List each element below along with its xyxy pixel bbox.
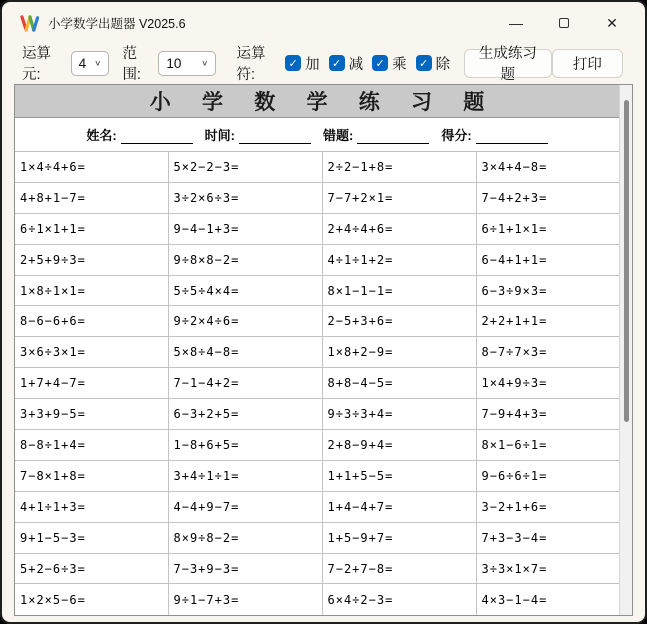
worksheet-row <box>15 337 619 368</box>
problem-cell: 3×6÷3×1= <box>15 337 168 368</box>
problem-cell: 6−3+2+5= <box>168 399 322 430</box>
operator-label: 减 <box>348 56 364 73</box>
blank-underline <box>476 131 548 144</box>
problem-cell: 2+5+9÷3= <box>15 244 168 275</box>
info-field-label: 得分: <box>441 128 472 143</box>
info-field-label: 错题: <box>323 128 354 143</box>
worksheet-row <box>15 399 619 430</box>
problem-cell: 6÷1+1×1= <box>476 213 619 244</box>
problem-cell: 3+3+9−5= <box>15 399 168 430</box>
range-label: 范围: <box>122 46 141 83</box>
problem-cell: 2+4÷4+6= <box>322 213 476 244</box>
minimize-icon[interactable]: — <box>509 15 523 31</box>
chevron-down-icon: ∨ <box>201 58 209 68</box>
worksheet-row <box>15 460 619 491</box>
problem-cell: 9÷2×4÷6= <box>168 306 322 337</box>
checkbox-checked-icon[interactable]: ✓ <box>329 55 345 71</box>
info-field <box>205 125 311 144</box>
worksheet-panel <box>14 84 633 616</box>
checkbox-checked-icon[interactable]: ✓ <box>416 55 432 71</box>
problems-table <box>15 151 619 615</box>
operand-count-label: 运算元: <box>22 46 51 83</box>
app-logo-icon <box>20 15 39 32</box>
problem-cell: 6×4÷2−3= <box>322 584 476 615</box>
scrollbar-thumb[interactable] <box>624 100 629 422</box>
problem-cell: 8×9÷8−2= <box>168 522 322 553</box>
worksheet-row <box>15 430 619 461</box>
blank-underline <box>121 131 193 144</box>
problem-cell: 1+7+4−7= <box>15 368 168 399</box>
problem-cell: 1×2×5−6= <box>15 584 168 615</box>
problem-cell: 7−9+4+3= <box>476 399 619 430</box>
checkbox-checked-icon[interactable]: ✓ <box>285 55 301 71</box>
info-field-label: 时间: <box>204 128 235 143</box>
operator-label: 加 <box>305 56 320 73</box>
worksheet-row <box>15 244 619 275</box>
worksheet-row <box>15 275 619 306</box>
worksheet-row <box>15 182 619 213</box>
worksheet-row <box>15 368 619 399</box>
problem-cell: 8−6−6+6= <box>15 306 168 337</box>
problem-cell: 7−3+9−3= <box>168 553 322 584</box>
range-select[interactable] <box>158 51 216 76</box>
problem-cell: 1×4+9÷3= <box>476 368 619 399</box>
operator-label: 乘 <box>392 56 407 73</box>
problem-cell: 9÷1−7+3= <box>168 584 322 615</box>
checkbox-checked-icon[interactable]: ✓ <box>372 55 388 71</box>
problem-cell: 4×3−1−4= <box>476 584 619 615</box>
problem-cell: 1+5−9+7= <box>322 522 476 553</box>
problem-cell: 7−2+7−8= <box>322 553 476 584</box>
problem-cell: 5÷5÷4×4= <box>168 275 322 306</box>
problem-cell: 3−2+1+6= <box>476 491 619 522</box>
problem-cell: 1×4÷4+6= <box>15 152 168 183</box>
problem-cell: 2+8−9+4= <box>322 430 476 461</box>
operators-label: 运算符: <box>236 46 266 83</box>
problem-cell: 8×1−1−1= <box>322 275 476 306</box>
problem-cell: 3+4÷1÷1= <box>168 460 322 491</box>
operand-count-value: 4 <box>78 55 87 71</box>
worksheet-row <box>15 553 619 584</box>
worksheet-row <box>15 306 619 337</box>
operator-checkbox-减[interactable] <box>329 53 364 74</box>
window-title: 小学数学出题器 V2025.6 <box>48 17 186 31</box>
problem-cell: 1+4−4+7= <box>322 491 476 522</box>
maximize-icon[interactable] <box>555 14 573 32</box>
problem-cell: 9+1−5−3= <box>15 522 168 553</box>
generate-button[interactable]: 生成练习题 <box>464 49 552 78</box>
print-button[interactable]: 打印 <box>552 49 623 78</box>
blank-underline <box>239 131 311 144</box>
worksheet-content <box>15 85 619 615</box>
operator-checkbox-除[interactable] <box>416 53 451 74</box>
toolbar <box>2 44 645 82</box>
operand-count-select[interactable] <box>71 51 110 76</box>
problem-cell: 5×2−2−3= <box>168 152 322 183</box>
info-field <box>441 125 547 144</box>
worksheet-row <box>15 213 619 244</box>
problem-cell: 9−4−1+3= <box>168 213 322 244</box>
problem-cell: 8−8÷1+4= <box>15 430 168 461</box>
problem-cell: 7−8×1+8= <box>15 460 168 491</box>
worksheet-row <box>15 584 619 615</box>
operator-checkbox-加[interactable] <box>285 53 320 74</box>
problem-cell: 1×8÷1×1= <box>15 275 168 306</box>
problem-cell: 7−7+2×1= <box>322 182 476 213</box>
problem-cell: 3×4+4−8= <box>476 152 619 183</box>
title-bar <box>2 2 645 44</box>
problem-cell: 4+8+1−7= <box>15 182 168 213</box>
problem-cell: 9÷3÷3+4= <box>322 399 476 430</box>
problem-cell: 8−7÷7×3= <box>476 337 619 368</box>
problem-cell: 8+8−4−5= <box>322 368 476 399</box>
problem-cell: 5×8÷4−8= <box>168 337 322 368</box>
worksheet-row <box>15 152 619 183</box>
range-value: 10 <box>166 55 182 71</box>
window-controls <box>507 14 627 32</box>
problem-cell: 6÷1×1+1= <box>15 213 168 244</box>
problem-cell: 4−4+9−7= <box>168 491 322 522</box>
problem-cell: 4+1÷1+3= <box>15 491 168 522</box>
problem-cell: 6−4+1+1= <box>476 244 619 275</box>
problem-cell: 2−5+3+6= <box>322 306 476 337</box>
worksheet-row <box>15 491 619 522</box>
vertical-scrollbar[interactable] <box>619 85 632 615</box>
problem-cell: 6−3÷9×3= <box>476 275 619 306</box>
problem-cell: 5+2−6÷3= <box>15 553 168 584</box>
problem-cell: 7−1−4+2= <box>168 368 322 399</box>
operator-label: 除 <box>435 56 451 73</box>
problem-cell: 7−4+2+3= <box>476 182 619 213</box>
blank-underline <box>357 131 429 144</box>
problem-cell: 2÷2−1+8= <box>322 152 476 183</box>
problem-cell: 1+1+5−5= <box>322 460 476 491</box>
problem-cell: 9−6÷6÷1= <box>476 460 619 491</box>
chevron-down-icon: ∨ <box>94 58 102 68</box>
info-field-label: 姓名: <box>86 128 117 143</box>
problem-cell: 9÷8×8−2= <box>168 244 322 275</box>
operator-checkbox-乘[interactable] <box>372 53 407 74</box>
problem-cell: 1×8+2−9= <box>322 337 476 368</box>
info-field <box>86 125 192 144</box>
worksheet-title: 小 学 数 学 练 习 题 <box>15 85 619 118</box>
problem-cell: 8×1−6÷1= <box>476 430 619 461</box>
problem-cell: 1−8+6+5= <box>168 430 322 461</box>
info-field <box>323 125 429 144</box>
problem-cell: 3÷3×1×7= <box>476 553 619 584</box>
close-icon[interactable]: ✕ <box>606 15 618 31</box>
problem-cell: 3÷2×6÷3= <box>168 182 322 213</box>
problem-cell: 7+3−3−4= <box>476 522 619 553</box>
worksheet-row <box>15 522 619 553</box>
worksheet-info-line <box>15 118 619 151</box>
operators-group <box>285 53 450 74</box>
problem-cell: 2+2+1+1= <box>476 306 619 337</box>
problem-cell: 4÷1÷1+2= <box>322 244 476 275</box>
